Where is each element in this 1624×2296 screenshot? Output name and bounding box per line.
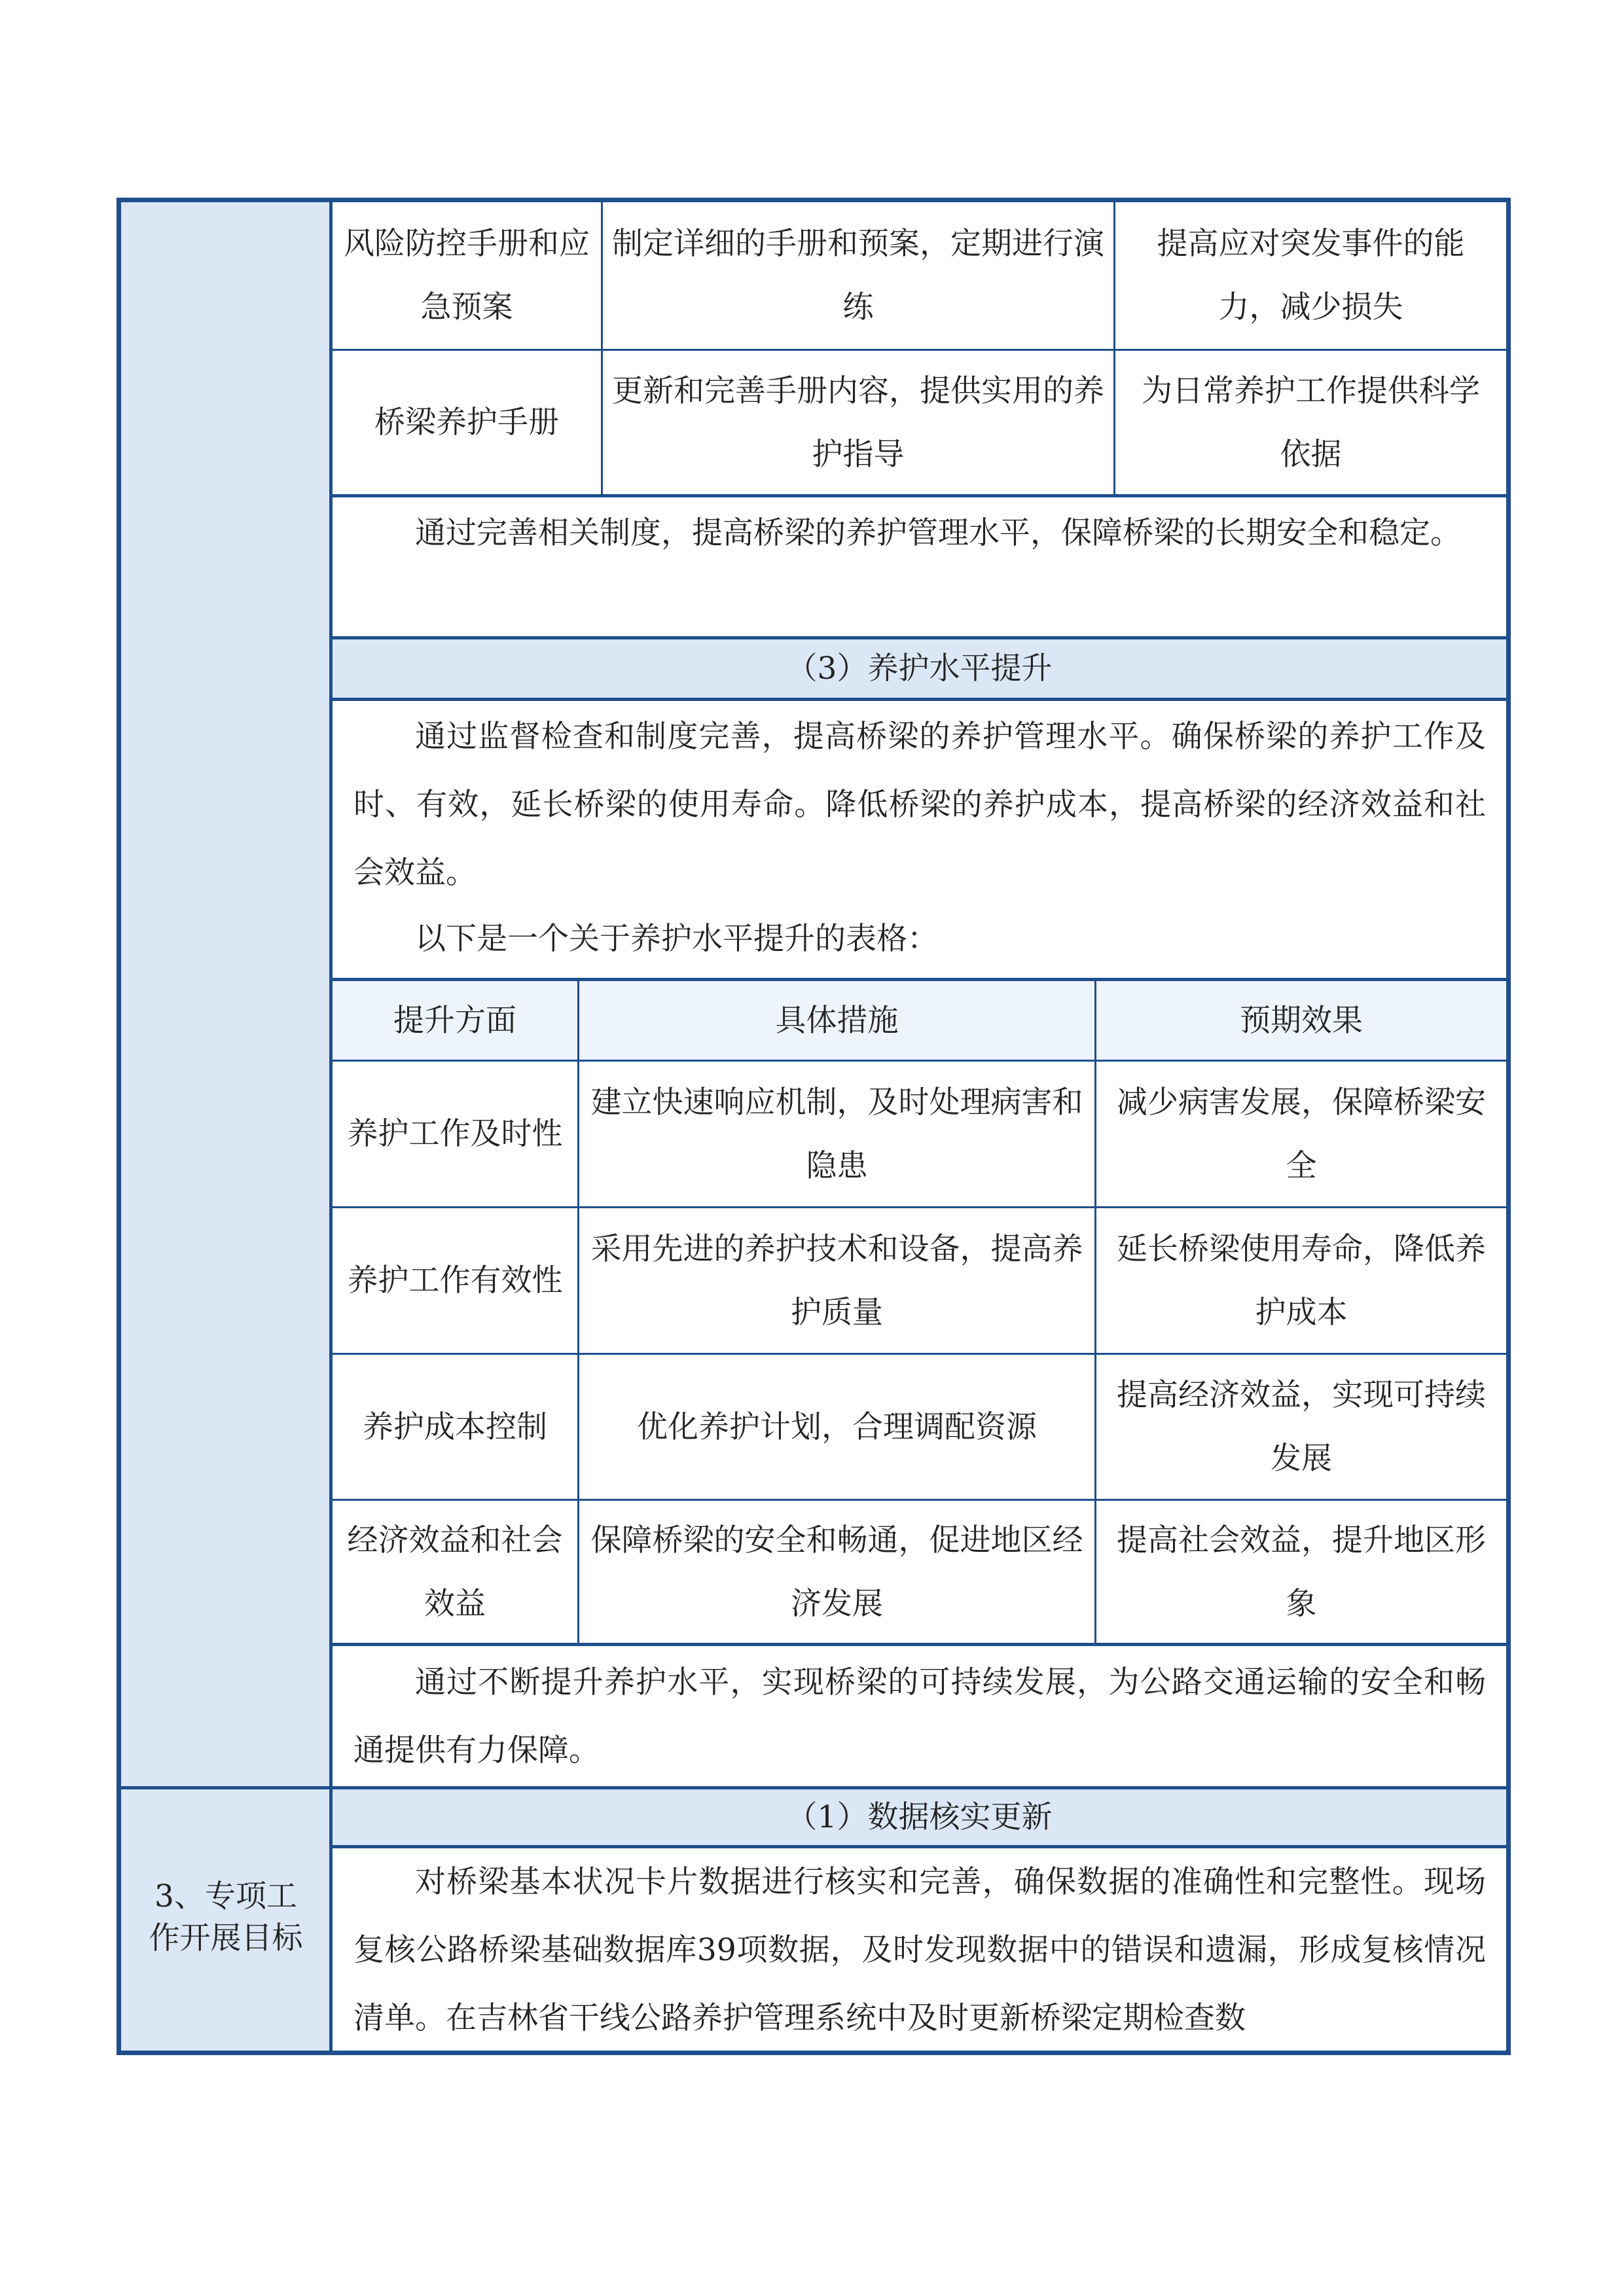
table1-conclusion: 通过完善相关制度，提高桥梁的养护管理水平，保障桥梁的长期安全和稳定。 (415, 515, 1461, 551)
table2-row1-effect: 减少病害发展，保障桥梁安全 (1117, 1084, 1486, 1184)
table2-row3-measure: 优化养护计划，合理调配资源 (637, 1408, 1037, 1445)
table1-row1-measure: 制定详细的手册和预案，定期进行演练 (612, 226, 1104, 325)
table2-row2-measure: 采用先进的养护技术和设备，提高养护质量 (590, 1230, 1083, 1331)
section3-title: （3）养护水平提升 (786, 651, 1053, 687)
table2-row4-effect: 提高社会效益，提升地区形象 (1117, 1522, 1486, 1622)
table1-row1-effect: 提高应对突发事件的能力，减少损失 (1157, 226, 1465, 325)
section3-intro: 通过监督检查和制度完善，提高桥梁的养护管理水平。确保桥梁的养护工作及时、有效，延长桥梁的使用寿命。降低桥梁的养护成本，提高桥梁的经济效益和社会效益。 (353, 719, 1486, 891)
table2-row3-aspect: 养护成本控制 (363, 1408, 547, 1445)
target-text: 对桥梁基本状况卡片数据进行核实和完善，确保数据的准确性和完整性。现场复核公路桥梁基础数据库39项数据，及时发现数据中的错误和遗漏，形成复核情况清单。在吉林省干线公路养护管理系统中及时更新桥梁定期检查数 (353, 1864, 1486, 2036)
section3-lead: 以下是一个关于养护水平提升的表格： (415, 921, 938, 957)
table2-row2-effect: 延长桥梁使用寿命，降低养护成本 (1117, 1230, 1486, 1331)
target-subtitle: （1）数据核实更新 (786, 1799, 1053, 1835)
section3-conclusion: 通过不断提升养护水平，实现桥梁的可持续发展，为公路交通运输的安全和畅通提供有力保障。 (353, 1664, 1486, 1768)
table2-row4-aspect: 经济效益和社会效益 (347, 1522, 563, 1622)
table1-row2-item: 桥梁养护手册 (374, 404, 559, 440)
table1-row2-measure: 更新和完善手册内容，提供实用的养护指导 (612, 372, 1104, 473)
table2-row2-aspect: 养护工作有效性 (347, 1263, 563, 1299)
table2-header-aspect: 提升方面 (393, 1002, 516, 1039)
table2-row3-effect: 提高经济效益，实现可持续发展 (1117, 1377, 1486, 1477)
table2-row1-aspect: 养护工作及时性 (347, 1116, 563, 1152)
table2-row4-measure: 保障桥梁的安全和畅通，促进地区经济发展 (590, 1522, 1083, 1622)
table2-header-measure: 具体措施 (775, 1002, 899, 1039)
target-section-label: 3、专项工作开展目标 (149, 1878, 303, 1956)
table1-row2-effect: 为日常养护工作提供科学依据 (1142, 372, 1480, 473)
table1-row1-item: 风险防控手册和应急预案 (344, 226, 590, 325)
table2-header-effect: 预期效果 (1240, 1002, 1363, 1039)
table2-row1-measure: 建立快速响应机制，及时处理病害和隐患 (590, 1084, 1083, 1184)
